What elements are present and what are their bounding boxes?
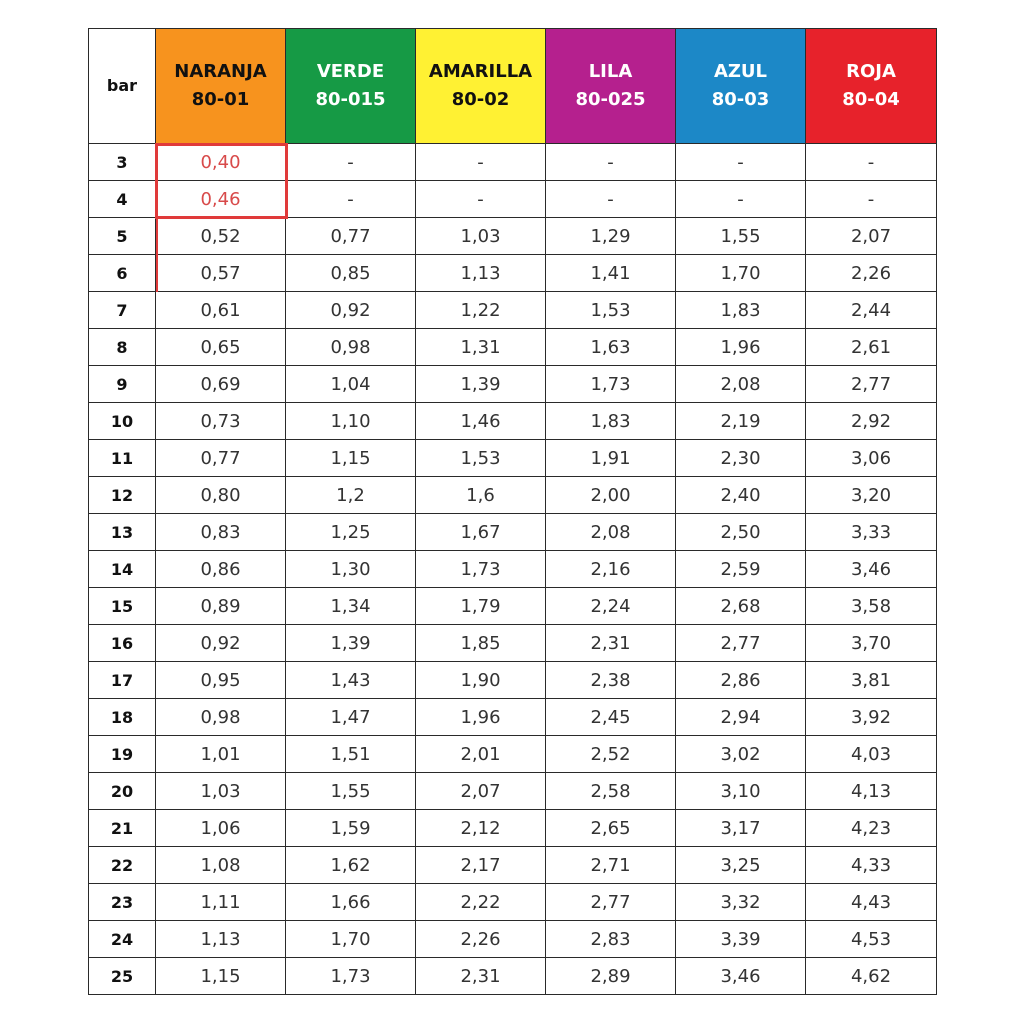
flow-value-cell: 1,22 xyxy=(416,292,546,329)
flow-value-cell: 2,30 xyxy=(676,440,806,477)
flow-value-cell: 1,85 xyxy=(416,625,546,662)
flow-value-cell: 2,89 xyxy=(546,958,676,995)
flow-value-cell: 3,46 xyxy=(676,958,806,995)
bar-pressure-cell: 11 xyxy=(89,440,156,477)
flow-value-cell: 1,96 xyxy=(416,699,546,736)
column-nozzle-code: 80-03 xyxy=(711,89,770,110)
flow-value-cell: 0,98 xyxy=(156,699,286,736)
flow-value-cell: 0,57 xyxy=(156,255,286,292)
table-row xyxy=(89,884,937,921)
flow-value-cell: 2,07 xyxy=(416,773,546,810)
flow-value-cell: 3,81 xyxy=(806,662,937,699)
flow-value-cell: 0,86 xyxy=(156,551,286,588)
flow-value-cell: 2,26 xyxy=(806,255,937,292)
flow-value-cell: 1,39 xyxy=(416,366,546,403)
flow-value-cell: 1,70 xyxy=(286,921,416,958)
flow-value-cell: 2,40 xyxy=(676,477,806,514)
header-row xyxy=(89,29,937,144)
flow-value-cell: 1,55 xyxy=(676,218,806,255)
flow-value-cell: 4,53 xyxy=(806,921,937,958)
flow-value-cell: 1,53 xyxy=(416,440,546,477)
flow-value-cell: 1,03 xyxy=(416,218,546,255)
flow-value-cell: 1,08 xyxy=(156,847,286,884)
flow-value-cell: 1,30 xyxy=(286,551,416,588)
table-row xyxy=(89,810,937,847)
flow-value-cell: 1,73 xyxy=(546,366,676,403)
bar-pressure-cell: 25 xyxy=(89,958,156,995)
flow-value-cell: 1,06 xyxy=(156,810,286,847)
flow-value-cell: 1,10 xyxy=(286,403,416,440)
flow-value-cell: 2,77 xyxy=(676,625,806,662)
flow-value-cell: 2,22 xyxy=(416,884,546,921)
table-row xyxy=(89,329,937,366)
flow-value-cell: 1,13 xyxy=(156,921,286,958)
flow-value-cell: 1,73 xyxy=(416,551,546,588)
flow-value-cell: 2,59 xyxy=(676,551,806,588)
flow-value-cell: 3,32 xyxy=(676,884,806,921)
flow-value-cell: 3,10 xyxy=(676,773,806,810)
bar-pressure-cell: 21 xyxy=(89,810,156,847)
flow-value-cell: 4,43 xyxy=(806,884,937,921)
flow-value-cell: 2,12 xyxy=(416,810,546,847)
table-row xyxy=(89,440,937,477)
table-row xyxy=(89,773,937,810)
flow-value-cell: 3,25 xyxy=(676,847,806,884)
flow-value-cell: 4,33 xyxy=(806,847,937,884)
flow-value-cell: 2,01 xyxy=(416,736,546,773)
flow-value-cell: 2,08 xyxy=(676,366,806,403)
flow-value-cell: 1,59 xyxy=(286,810,416,847)
flow-value-cell: 1,83 xyxy=(546,403,676,440)
flow-value-cell: 4,13 xyxy=(806,773,937,810)
flow-value-cell: 0,85 xyxy=(286,255,416,292)
table-row xyxy=(89,292,937,329)
column-header-verde xyxy=(286,29,416,144)
table-row xyxy=(89,477,937,514)
flow-value-cell: - xyxy=(416,181,546,218)
flow-value-cell: 1,51 xyxy=(286,736,416,773)
table-row xyxy=(89,958,937,995)
bar-pressure-cell: 15 xyxy=(89,588,156,625)
table-row xyxy=(89,699,937,736)
flow-value-cell: 2,07 xyxy=(806,218,937,255)
flow-value-cell: - xyxy=(676,181,806,218)
table-row xyxy=(89,255,937,292)
bar-pressure-cell: 13 xyxy=(89,514,156,551)
flow-value-cell: 0,40 xyxy=(156,144,286,181)
flow-value-cell: 0,98 xyxy=(286,329,416,366)
table-row xyxy=(89,181,937,218)
bar-pressure-cell: 8 xyxy=(89,329,156,366)
flow-value-cell: 1,31 xyxy=(416,329,546,366)
flow-value-cell: 3,33 xyxy=(806,514,937,551)
flow-value-cell: 2,38 xyxy=(546,662,676,699)
flow-value-cell: 3,39 xyxy=(676,921,806,958)
table-row xyxy=(89,218,937,255)
flow-value-cell: 2,94 xyxy=(676,699,806,736)
table-row xyxy=(89,514,937,551)
flow-value-cell: 0,92 xyxy=(156,625,286,662)
nozzle-flow-table xyxy=(88,28,937,995)
bar-pressure-cell: 19 xyxy=(89,736,156,773)
flow-value-cell: 2,00 xyxy=(546,477,676,514)
flow-value-cell: 1,11 xyxy=(156,884,286,921)
column-color-name: AZUL xyxy=(713,61,768,82)
flow-value-cell: 0,69 xyxy=(156,366,286,403)
flow-value-cell: 1,01 xyxy=(156,736,286,773)
bar-pressure-cell: 20 xyxy=(89,773,156,810)
flow-value-cell: 1,63 xyxy=(546,329,676,366)
flow-value-cell: 2,83 xyxy=(546,921,676,958)
column-color-name: AMARILLA xyxy=(428,61,533,82)
flow-value-cell: 2,26 xyxy=(416,921,546,958)
flow-value-cell: 1,15 xyxy=(156,958,286,995)
column-header-roja xyxy=(806,29,937,144)
flow-value-cell: 1,41 xyxy=(546,255,676,292)
flow-value-cell: 3,06 xyxy=(806,440,937,477)
bar-pressure-cell: 14 xyxy=(89,551,156,588)
flow-value-cell: 0,61 xyxy=(156,292,286,329)
flow-value-cell: 3,17 xyxy=(676,810,806,847)
flow-value-cell: 2,50 xyxy=(676,514,806,551)
bar-pressure-cell: 12 xyxy=(89,477,156,514)
bar-column-header: bar xyxy=(89,29,156,144)
flow-value-cell: 2,58 xyxy=(546,773,676,810)
flow-value-cell: - xyxy=(416,144,546,181)
flow-value-cell: - xyxy=(676,144,806,181)
table-row xyxy=(89,366,937,403)
nozzle-flow-table-container xyxy=(88,28,936,995)
table-body xyxy=(89,144,937,995)
flow-value-cell: 1,53 xyxy=(546,292,676,329)
bar-pressure-cell: 10 xyxy=(89,403,156,440)
column-color-name: NARANJA xyxy=(174,61,267,82)
flow-value-cell: 2,68 xyxy=(676,588,806,625)
flow-value-cell: 2,31 xyxy=(546,625,676,662)
table-row xyxy=(89,588,937,625)
flow-value-cell: 3,20 xyxy=(806,477,937,514)
flow-value-cell: 1,70 xyxy=(676,255,806,292)
flow-value-cell: 1,96 xyxy=(676,329,806,366)
bar-pressure-cell: 16 xyxy=(89,625,156,662)
flow-value-cell: 2,44 xyxy=(806,292,937,329)
flow-value-cell: 0,52 xyxy=(156,218,286,255)
flow-value-cell: 1,73 xyxy=(286,958,416,995)
bar-pressure-cell: 24 xyxy=(89,921,156,958)
column-nozzle-code: 80-015 xyxy=(315,89,386,110)
column-header-amarilla xyxy=(416,29,546,144)
flow-value-cell: 2,45 xyxy=(546,699,676,736)
column-nozzle-code: 80-04 xyxy=(842,89,900,110)
flow-value-cell: 0,46 xyxy=(156,181,286,218)
flow-value-cell: 2,19 xyxy=(676,403,806,440)
column-header-naranja xyxy=(156,29,286,144)
flow-value-cell: 0,80 xyxy=(156,477,286,514)
flow-value-cell: 1,62 xyxy=(286,847,416,884)
flow-value-cell: 1,83 xyxy=(676,292,806,329)
flow-value-cell: 2,71 xyxy=(546,847,676,884)
column-nozzle-code: 80-025 xyxy=(575,89,646,110)
flow-value-cell: - xyxy=(286,181,416,218)
bar-pressure-cell: 22 xyxy=(89,847,156,884)
flow-value-cell: 2,24 xyxy=(546,588,676,625)
flow-value-cell: 1,79 xyxy=(416,588,546,625)
flow-value-cell: 0,73 xyxy=(156,403,286,440)
table-row xyxy=(89,921,937,958)
flow-value-cell: 4,62 xyxy=(806,958,937,995)
flow-value-cell: 3,58 xyxy=(806,588,937,625)
bar-pressure-cell: 4 xyxy=(89,181,156,218)
table-row xyxy=(89,847,937,884)
flow-value-cell: 4,23 xyxy=(806,810,937,847)
bar-pressure-cell: 17 xyxy=(89,662,156,699)
flow-value-cell: - xyxy=(806,181,937,218)
flow-value-cell: 1,2 xyxy=(286,477,416,514)
column-nozzle-code: 80-02 xyxy=(451,89,510,110)
flow-value-cell: 1,46 xyxy=(416,403,546,440)
table-row xyxy=(89,403,937,440)
flow-value-cell: 0,83 xyxy=(156,514,286,551)
column-header-azul xyxy=(676,29,806,144)
flow-value-cell: 2,65 xyxy=(546,810,676,847)
flow-value-cell: 1,04 xyxy=(286,366,416,403)
flow-value-cell: 1,29 xyxy=(546,218,676,255)
table-row xyxy=(89,551,937,588)
flow-value-cell: 1,03 xyxy=(156,773,286,810)
flow-value-cell: 1,6 xyxy=(416,477,546,514)
flow-value-cell: 4,03 xyxy=(806,736,937,773)
table-row xyxy=(89,144,937,181)
flow-value-cell: 1,66 xyxy=(286,884,416,921)
flow-value-cell: - xyxy=(546,181,676,218)
bar-pressure-cell: 5 xyxy=(89,218,156,255)
flow-value-cell: 1,90 xyxy=(416,662,546,699)
table-row xyxy=(89,736,937,773)
flow-value-cell: 1,43 xyxy=(286,662,416,699)
flow-value-cell: 0,77 xyxy=(156,440,286,477)
flow-value-cell: 2,77 xyxy=(546,884,676,921)
flow-value-cell: - xyxy=(286,144,416,181)
flow-value-cell: 1,91 xyxy=(546,440,676,477)
flow-value-cell: 2,77 xyxy=(806,366,937,403)
bar-pressure-cell: 23 xyxy=(89,884,156,921)
flow-value-cell: 3,46 xyxy=(806,551,937,588)
bar-pressure-cell: 7 xyxy=(89,292,156,329)
column-color-name: VERDE xyxy=(316,61,385,82)
flow-value-cell: 0,65 xyxy=(156,329,286,366)
bar-pressure-cell: 3 xyxy=(89,144,156,181)
bar-pressure-cell: 18 xyxy=(89,699,156,736)
bar-pressure-cell: 6 xyxy=(89,255,156,292)
flow-value-cell: 2,61 xyxy=(806,329,937,366)
flow-value-cell: - xyxy=(806,144,937,181)
flow-value-cell: 2,52 xyxy=(546,736,676,773)
flow-value-cell: 2,31 xyxy=(416,958,546,995)
flow-value-cell: 2,92 xyxy=(806,403,937,440)
flow-value-cell: 0,95 xyxy=(156,662,286,699)
column-header-lila xyxy=(546,29,676,144)
flow-value-cell: 0,89 xyxy=(156,588,286,625)
flow-value-cell: 1,15 xyxy=(286,440,416,477)
table-row xyxy=(89,662,937,699)
column-nozzle-code: 80-01 xyxy=(191,89,250,110)
flow-value-cell: - xyxy=(546,144,676,181)
flow-value-cell: 2,86 xyxy=(676,662,806,699)
table-row xyxy=(89,625,937,662)
bar-pressure-cell: 9 xyxy=(89,366,156,403)
flow-value-cell: 2,16 xyxy=(546,551,676,588)
flow-value-cell: 0,92 xyxy=(286,292,416,329)
flow-value-cell: 2,08 xyxy=(546,514,676,551)
flow-value-cell: 2,17 xyxy=(416,847,546,884)
column-color-name: ROJA xyxy=(846,61,896,82)
flow-value-cell: 3,92 xyxy=(806,699,937,736)
flow-value-cell: 0,77 xyxy=(286,218,416,255)
flow-value-cell: 3,02 xyxy=(676,736,806,773)
flow-value-cell: 1,13 xyxy=(416,255,546,292)
flow-value-cell: 3,70 xyxy=(806,625,937,662)
flow-value-cell: 1,55 xyxy=(286,773,416,810)
flow-value-cell: 1,39 xyxy=(286,625,416,662)
flow-value-cell: 1,47 xyxy=(286,699,416,736)
flow-value-cell: 1,67 xyxy=(416,514,546,551)
flow-value-cell: 1,25 xyxy=(286,514,416,551)
column-color-name: LILA xyxy=(588,61,633,82)
flow-value-cell: 1,34 xyxy=(286,588,416,625)
